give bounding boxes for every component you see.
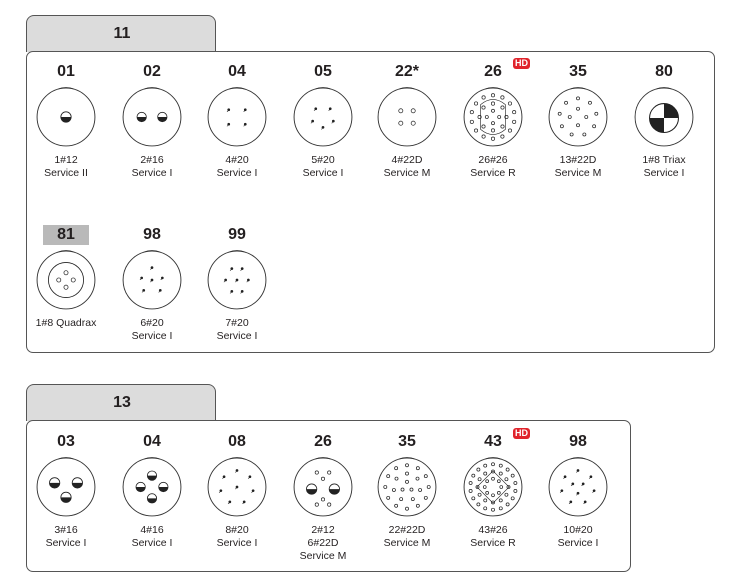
insert-arrangement-diagram bbox=[121, 249, 183, 311]
insert-caption-line-2: 6#22D bbox=[307, 537, 339, 549]
insert-arrangement-diagram bbox=[292, 456, 354, 518]
insert-code-text: 98 bbox=[143, 226, 161, 243]
insert-caption-line-1: 4#20 bbox=[225, 154, 249, 166]
insert-code bbox=[364, 62, 450, 82]
insert-cell-11-98 bbox=[109, 225, 195, 343]
insert-caption-line-1: 43#26 bbox=[478, 524, 508, 536]
insert-caption-line-2: Service I bbox=[131, 167, 173, 179]
insert-caption-line-2: Service R bbox=[470, 167, 516, 179]
insert-code bbox=[280, 432, 366, 452]
insert-caption-line-2: Service I bbox=[216, 537, 258, 549]
shell-13-label: 13 bbox=[113, 394, 131, 411]
insert-caption-line-2: Service I bbox=[302, 167, 344, 179]
insert-code-text: 26 bbox=[484, 63, 502, 80]
insert-caption-line-2: Service I bbox=[643, 167, 685, 179]
insert-caption-line-1: 26#26 bbox=[478, 154, 508, 166]
insert-code-text: 04 bbox=[143, 433, 161, 450]
insert-cell-11-35 bbox=[535, 62, 621, 180]
insert-caption-line-1: 13#22D bbox=[559, 154, 597, 166]
insert-caption bbox=[280, 154, 366, 180]
insert-caption bbox=[621, 154, 707, 180]
insert-caption bbox=[23, 524, 109, 550]
insert-code bbox=[194, 62, 280, 82]
insert-cell-13-04 bbox=[109, 432, 195, 550]
insert-caption-line-1: 5#20 bbox=[311, 154, 335, 166]
insert-caption-line-1: 8#20 bbox=[225, 524, 249, 536]
insert-caption-line-1: 4#22D bbox=[391, 154, 423, 166]
insert-caption-line-1: 1#8 Quadrax bbox=[35, 317, 97, 329]
insert-caption-line-2: Service I bbox=[131, 330, 173, 342]
insert-arrangement-diagram bbox=[35, 249, 97, 311]
insert-code bbox=[450, 428, 536, 452]
shell-11-label: 11 bbox=[113, 25, 131, 42]
insert-code bbox=[23, 62, 109, 82]
insert-code bbox=[450, 58, 536, 82]
insert-arrangement-diagram bbox=[633, 86, 695, 148]
insert-code bbox=[109, 62, 195, 82]
insert-arrangement-diagram bbox=[462, 456, 524, 518]
insert-code bbox=[43, 225, 89, 245]
insert-caption bbox=[194, 154, 280, 180]
insert-caption-line-3: Service M bbox=[299, 550, 347, 562]
insert-caption-line-2: Service I bbox=[557, 537, 599, 549]
insert-code-text: 80 bbox=[655, 63, 673, 80]
insert-code-text: 22* bbox=[394, 63, 420, 80]
insert-caption bbox=[535, 154, 621, 180]
insert-caption bbox=[364, 524, 450, 550]
insert-caption bbox=[535, 524, 621, 550]
insert-code-text: 05 bbox=[314, 63, 332, 80]
insert-arrangement-diagram bbox=[206, 456, 268, 518]
insert-arrangement-diagram bbox=[376, 456, 438, 518]
hd-badge: HD bbox=[515, 58, 528, 68]
insert-code-text: 04 bbox=[228, 63, 246, 80]
insert-caption-line-1: 7#20 bbox=[225, 317, 249, 329]
insert-caption-line-1: 1#12 bbox=[54, 154, 78, 166]
insert-caption-line-2: Service M bbox=[383, 537, 431, 549]
insert-code-text: 08 bbox=[228, 433, 246, 450]
insert-cell-11-02 bbox=[109, 62, 195, 180]
insert-cell-11-01 bbox=[23, 62, 109, 180]
hd-badge: HD bbox=[515, 428, 528, 438]
insert-code-text: 26 bbox=[314, 433, 332, 450]
insert-code bbox=[280, 62, 366, 82]
insert-cell-13-35 bbox=[364, 432, 450, 550]
insert-code bbox=[535, 62, 621, 82]
insert-cell-11-99 bbox=[194, 225, 280, 343]
insert-code bbox=[109, 225, 195, 245]
insert-code-text: 01 bbox=[57, 63, 75, 80]
insert-arrangement-diagram bbox=[121, 86, 183, 148]
insert-caption bbox=[364, 154, 450, 180]
insert-cell-11-04 bbox=[194, 62, 280, 180]
insert-caption bbox=[23, 154, 109, 180]
insert-caption-line-1: 3#16 bbox=[54, 524, 78, 536]
insert-caption-line-1: 10#20 bbox=[563, 524, 593, 536]
insert-caption bbox=[23, 317, 109, 330]
insert-cell-11-05 bbox=[280, 62, 366, 180]
insert-arrangement-diagram bbox=[547, 456, 609, 518]
insert-caption-line-1: 1#8 Triax bbox=[642, 154, 686, 166]
insert-code bbox=[621, 62, 707, 82]
insert-cell-11-81 bbox=[23, 225, 109, 330]
insert-caption-line-2: Service I bbox=[216, 167, 258, 179]
insert-arrangement-diagram bbox=[206, 249, 268, 311]
insert-cell-11-80 bbox=[621, 62, 707, 180]
insert-code bbox=[364, 432, 450, 452]
insert-caption-line-1: 2#12 bbox=[311, 524, 335, 536]
insert-cell-11-22star bbox=[364, 62, 450, 180]
shell-11-tab bbox=[26, 15, 216, 52]
insert-caption bbox=[109, 154, 195, 180]
insert-caption bbox=[109, 317, 195, 343]
insert-caption-line-2: Service I bbox=[131, 537, 173, 549]
insert-code-text: 35 bbox=[398, 433, 416, 450]
insert-caption bbox=[109, 524, 195, 550]
insert-caption-line-1: 6#20 bbox=[140, 317, 164, 329]
insert-caption-line-1: 22#22D bbox=[388, 524, 426, 536]
insert-code bbox=[535, 432, 621, 452]
insert-caption-line-2: Service I bbox=[216, 330, 258, 342]
insert-code bbox=[194, 225, 280, 245]
insert-code-text: 02 bbox=[143, 63, 161, 80]
insert-arrangement-diagram bbox=[376, 86, 438, 148]
insert-cell-13-98 bbox=[535, 432, 621, 550]
insert-caption bbox=[280, 524, 366, 563]
insert-cell-13-43 bbox=[450, 428, 536, 550]
insert-arrangement-diagram bbox=[206, 86, 268, 148]
insert-arrangement-diagram bbox=[35, 456, 97, 518]
insert-caption bbox=[194, 317, 280, 343]
insert-arrangement-diagram bbox=[121, 456, 183, 518]
insert-code-text: 98 bbox=[569, 433, 587, 450]
insert-code bbox=[194, 432, 280, 452]
insert-caption bbox=[450, 524, 536, 550]
insert-code-text: 81 bbox=[57, 226, 75, 243]
insert-code-text: 35 bbox=[569, 63, 587, 80]
insert-code-text: 99 bbox=[228, 226, 246, 243]
insert-arrangement-diagram bbox=[547, 86, 609, 148]
insert-cell-13-26 bbox=[280, 432, 366, 563]
insert-code-text: 03 bbox=[57, 433, 75, 450]
insert-caption-line-1: 4#16 bbox=[140, 524, 164, 536]
insert-caption-line-1: 2#16 bbox=[140, 154, 164, 166]
insert-code bbox=[109, 432, 195, 452]
insert-caption bbox=[450, 154, 536, 180]
insert-code-text: 43 bbox=[484, 433, 502, 450]
insert-cell-13-08 bbox=[194, 432, 280, 550]
insert-caption-line-2: Service R bbox=[470, 537, 516, 549]
insert-caption-line-2: Service II bbox=[44, 167, 88, 179]
insert-caption bbox=[194, 524, 280, 550]
insert-arrangement-diagram bbox=[292, 86, 354, 148]
insert-cell-13-03 bbox=[23, 432, 109, 550]
insert-caption-line-2: Service I bbox=[45, 537, 87, 549]
insert-arrangement-diagram bbox=[462, 86, 524, 148]
insert-caption-line-2: Service M bbox=[554, 167, 602, 179]
insert-caption-line-2: Service M bbox=[383, 167, 431, 179]
insert-cell-11-26 bbox=[450, 58, 536, 180]
shell-13-tab bbox=[26, 384, 216, 421]
insert-arrangement-diagram bbox=[35, 86, 97, 148]
insert-code bbox=[23, 432, 109, 452]
